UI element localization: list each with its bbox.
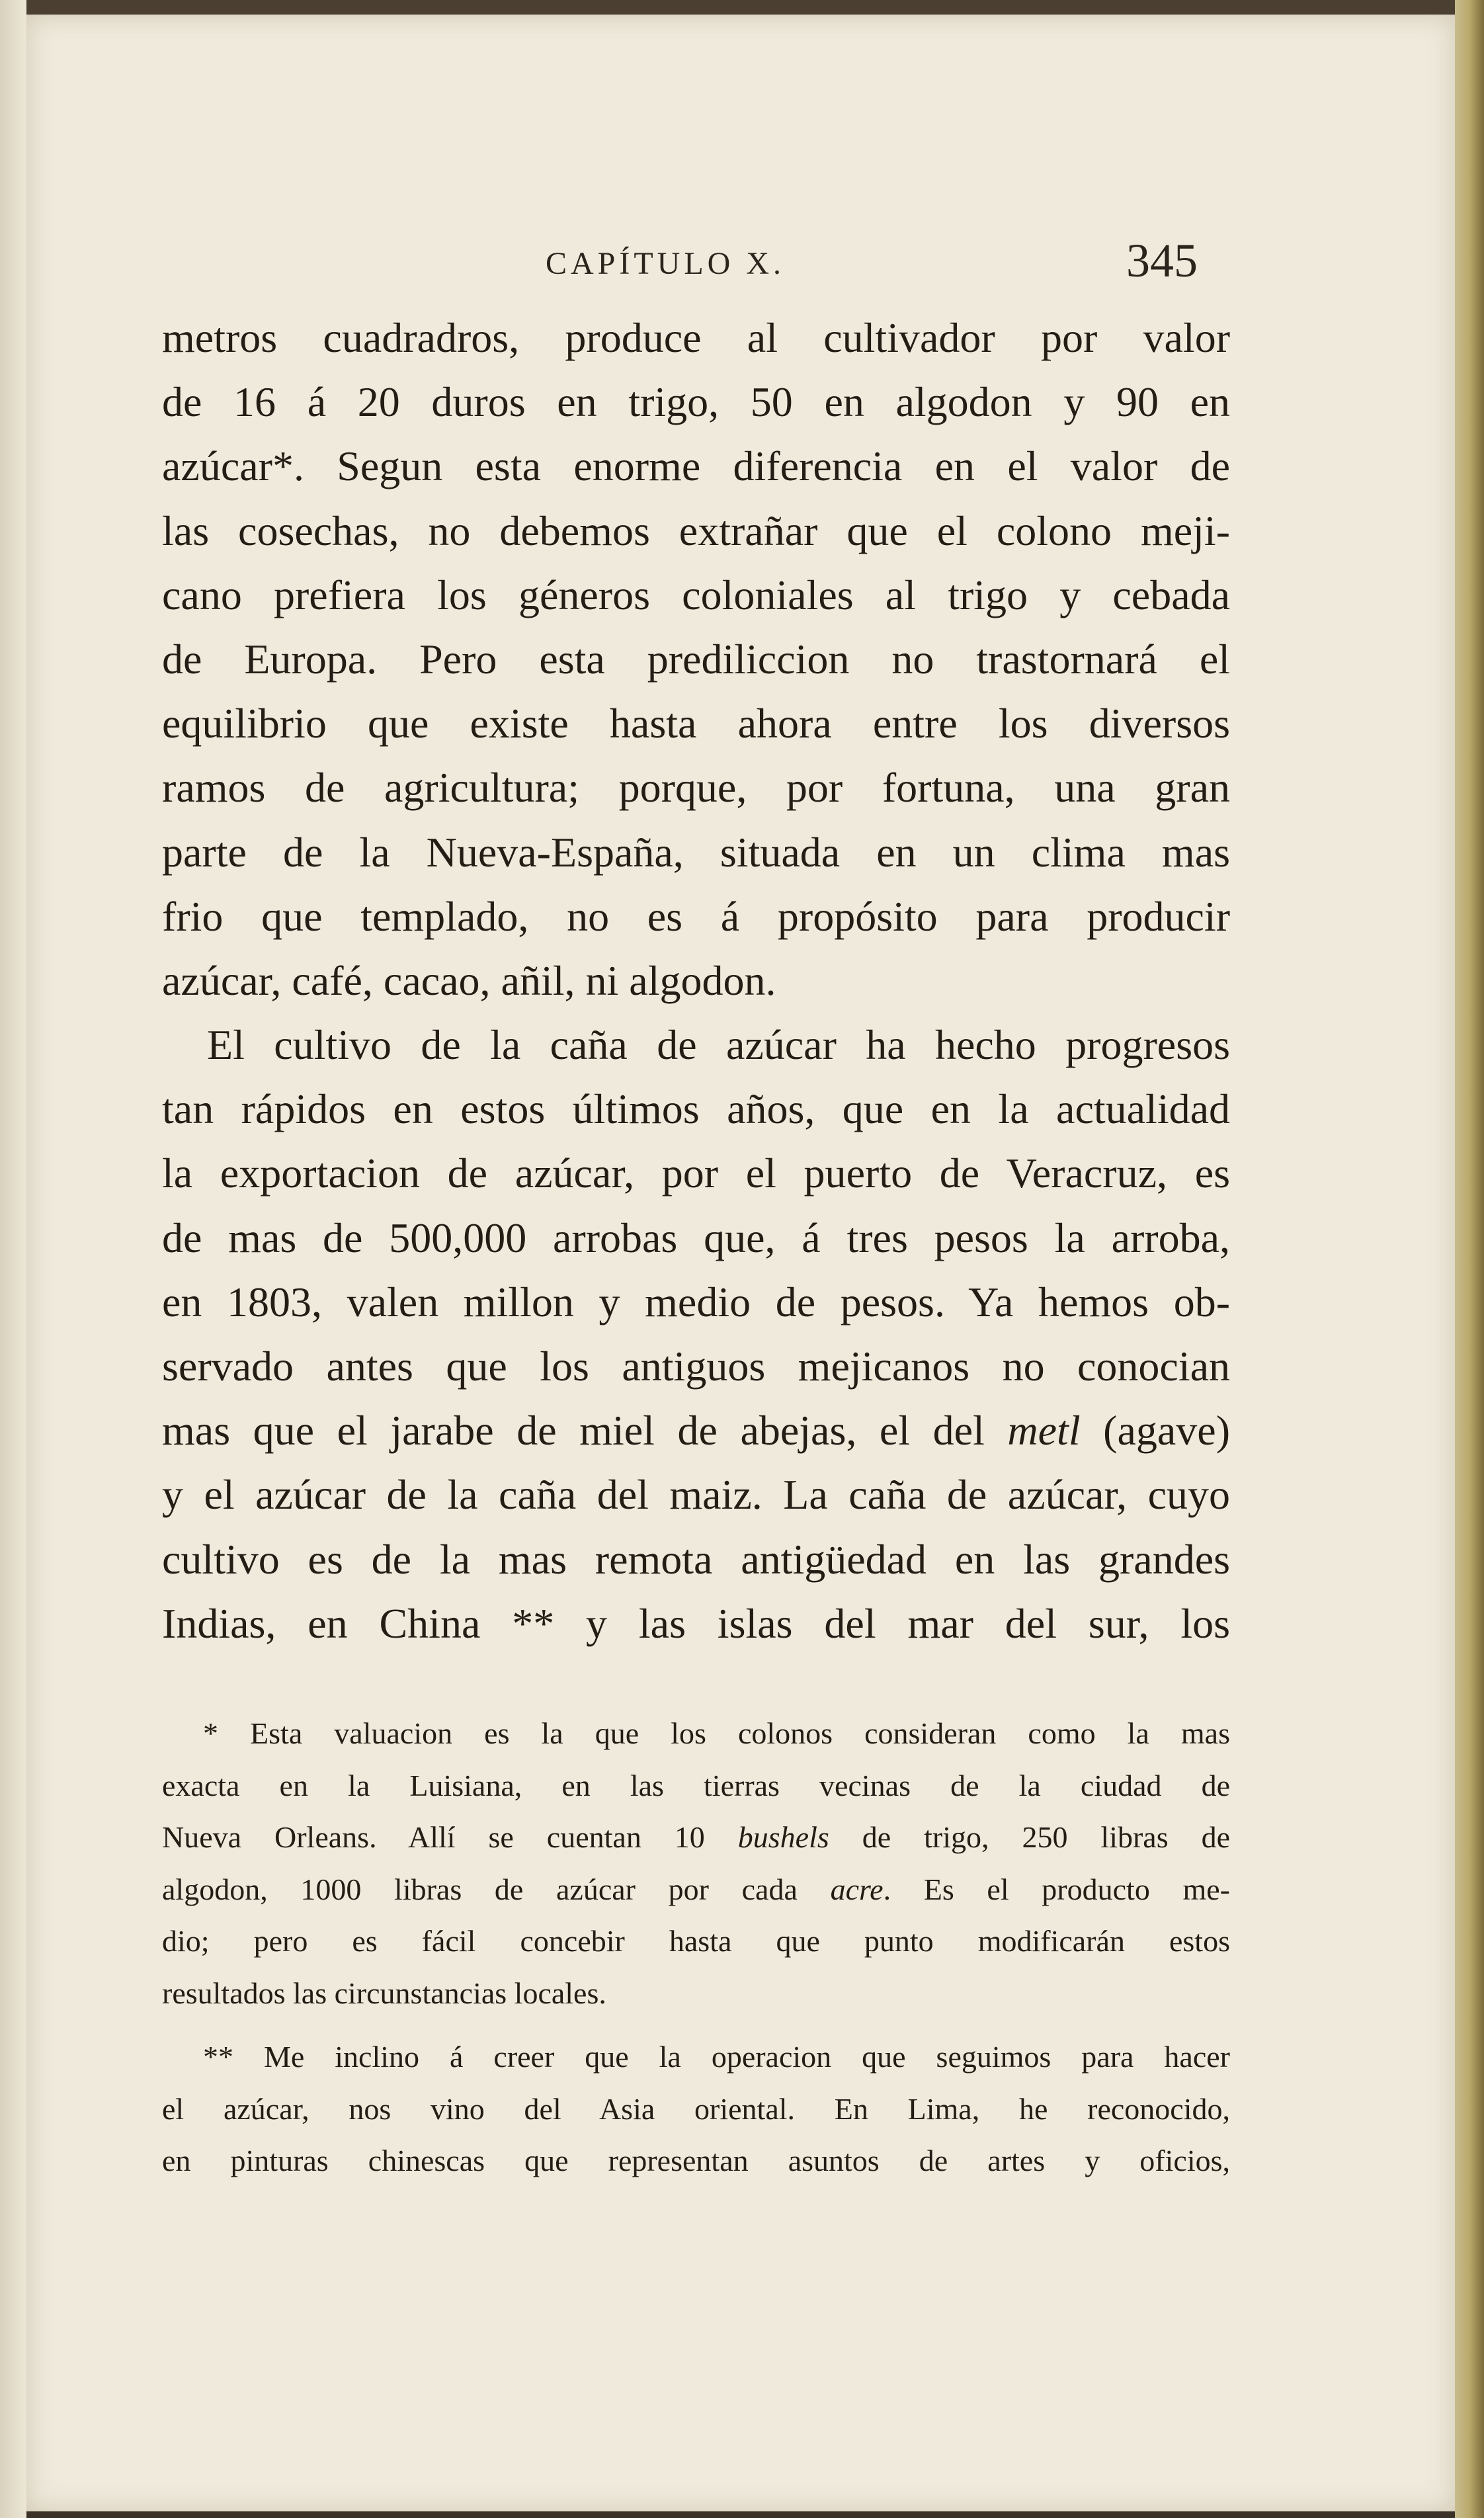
page-number: 345 (1126, 234, 1198, 287)
footnote-line: dio; pero es fácil concebir hasta que punto modificarán estos (162, 1924, 1230, 1958)
text-line: El cultivo de la caña de azúcar ha hecho progresos (207, 1021, 1230, 1069)
footnotes (162, 1708, 1230, 2187)
page-gutter (0, 0, 26, 2518)
text-line: metros cuadradros, produce al cultivador por valor (162, 314, 1230, 361)
footnote-line: Nueva Orleans. Allí se cuentan 10 bushels de trigo, 250 libras de (162, 1820, 1230, 1854)
footnote-line: ** Me inclino á creer que la operacion que seguimos para hacer (203, 2040, 1230, 2074)
text-line-with-italic: mas que el jarabe de miel de abejas, el del metl (agave) (162, 1407, 1231, 1454)
text-line: cano prefiera los géneros coloniales al trigo y cebada (162, 571, 1230, 618)
text-line: la exportacion de azúcar, por el puerto de Veracruz, es (162, 1150, 1230, 1197)
text-line: de mas de 500,000 arrobas que, á tres pesos la arroba, (162, 1214, 1230, 1261)
footnote-line: en pinturas chinescas que representan asuntos de artes y oficios, (162, 2144, 1230, 2177)
text-line: servado antes que los antiguos mejicanos no conocian (162, 1343, 1230, 1390)
footnote-line: resultados las circunstancias locales. (162, 1976, 606, 2010)
footnote-line: * Esta valuacion es la que los colonos consideran como la mas (203, 1716, 1230, 1750)
book-page (26, 15, 1455, 2511)
footnote-line: exacta en la Luisiana, en las tierras vecinas de la ciudad de (162, 1768, 1230, 1802)
text-line: las cosechas, no debemos extrañar que el colono meji- (162, 507, 1230, 554)
book-top-edge (0, 0, 1484, 15)
footnote-line: algodon, 1000 libras de azúcar por cada acre. Es el producto me- (162, 1872, 1230, 1906)
text-line: en 1803, valen millon y medio de pesos. Ya hemos ob- (162, 1278, 1230, 1325)
text-line: parte de la Nueva-España, situada en un clima mas (162, 828, 1230, 876)
text-line: ramos de agricultura; porque, por fortuna, una gran (162, 764, 1230, 812)
text-line: de 16 á 20 duros en trigo, 50 en algodon y 90 en (162, 378, 1230, 426)
text-line: Indias, en China ** y las islas del mar del sur, los (162, 1599, 1230, 1647)
text-line: y el azúcar de la caña del maiz. La caña de azúcar, cuyo (162, 1471, 1230, 1519)
text-line: tan rápidos en estos últimos años, que en la actualidad (162, 1085, 1230, 1133)
text-line: azúcar*. Segun esta enorme diferencia en el valor de (162, 442, 1230, 490)
text-line: azúcar, café, cacao, añil, ni algodon. (162, 956, 776, 1004)
running-head (26, 230, 1455, 302)
text-line: frio que templado, no es á propósito para producir (162, 892, 1230, 940)
book-fore-edge (1455, 0, 1484, 2518)
chapter-heading: CAPÍTULO X. (546, 246, 785, 281)
text-line: cultivo es de la mas remota antigüedad en las grandes (162, 1535, 1230, 1583)
main-text (162, 306, 1230, 1656)
footnote-separator (162, 2019, 1230, 2031)
text-line: equilibrio que existe hasta ahora entre los diversos (162, 700, 1230, 747)
footnote-line: el azúcar, nos vino del Asia oriental. En Lima, he reconocido, (162, 2091, 1230, 2126)
text-line: de Europa. Pero esta prediliccion no trastornará el (162, 635, 1230, 683)
